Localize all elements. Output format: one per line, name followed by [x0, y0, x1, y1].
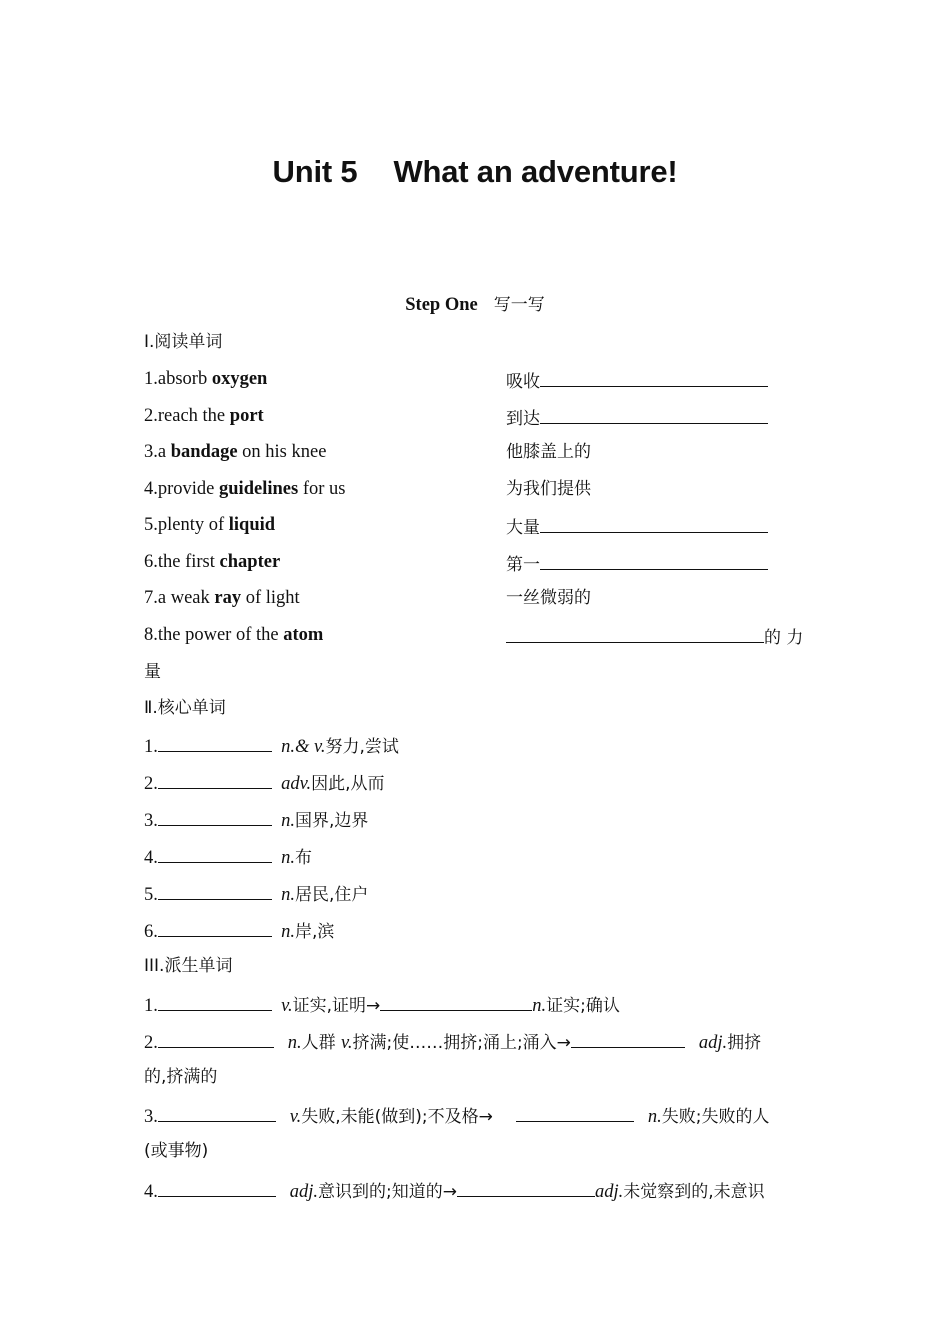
reading-item-7: 7.a weak ray of light — [144, 588, 300, 608]
answer-blank[interactable] — [158, 842, 272, 863]
reading-answer-8-wrap: 量 — [144, 662, 161, 682]
answer-blank[interactable] — [158, 805, 272, 826]
core-item-1: 1. n.& v.努力,尝试 — [144, 731, 399, 760]
reading-item-8: 8.the power of the atom — [144, 625, 324, 645]
core-item-6: 6. n.岸,滨 — [144, 916, 334, 945]
derived-item-2: 2. n.人群 v.挤满;使……拥挤;涌上;涌入→ adj.拥挤 — [144, 1027, 761, 1056]
step-en: Step One — [405, 295, 478, 315]
derived-item-3: 3. v.失败,未能(做到);不及格→ n.失败;失败的人 — [144, 1101, 769, 1130]
section-core-heading: Ⅱ.核心单词 — [144, 698, 226, 718]
reading-item-2: 2.reach the port — [144, 406, 264, 426]
reading-item-5: 5.plenty of liquid — [144, 515, 276, 535]
reading-answer-7: 一丝微弱的 — [506, 588, 591, 608]
core-item-3: 3. n.国界,边界 — [144, 805, 368, 834]
core-item-4: 4. n.布 — [144, 842, 312, 871]
answer-blank[interactable] — [540, 366, 768, 387]
answer-blank[interactable] — [158, 879, 272, 900]
section-derived-heading: III.派生单词 — [144, 956, 233, 976]
unit-name: What an adventure! — [393, 154, 678, 189]
reading-item-1: 1.absorb oxygen — [144, 369, 268, 389]
reading-answer-1: 吸收 — [506, 366, 768, 395]
unit-label: Unit 5 — [272, 154, 358, 189]
reading-answer-8: 的 力 — [506, 622, 803, 651]
answer-blank[interactable] — [540, 512, 768, 533]
core-item-2: 2. adv.因此,从而 — [144, 768, 385, 797]
reading-answer-3: 他膝盖上的 — [506, 442, 591, 462]
derived-item-1: 1. v.证实,证明→ n.证实;确认 — [144, 990, 620, 1019]
reading-answer-5: 大量 — [506, 512, 768, 541]
answer-blank[interactable] — [571, 1027, 685, 1048]
answer-blank[interactable] — [158, 1027, 274, 1048]
answer-blank[interactable] — [540, 549, 768, 570]
answer-blank[interactable] — [516, 1101, 634, 1122]
reading-answer-4: 为我们提供 — [506, 479, 591, 499]
answer-blank[interactable] — [540, 403, 768, 424]
answer-blank[interactable] — [158, 1101, 276, 1122]
answer-blank[interactable] — [380, 990, 532, 1011]
answer-blank[interactable] — [457, 1176, 595, 1197]
reading-item-6: 6.the first chapter — [144, 552, 281, 572]
derived-item-2-wrap: 的,挤满的 — [144, 1067, 218, 1087]
reading-item-4: 4.provide guidelines for us — [144, 479, 346, 499]
step-heading — [0, 292, 950, 318]
page-title — [0, 154, 950, 190]
derived-item-4: 4. adj.意识到的;知道的→ adj.未觉察到的,未意识 — [144, 1176, 765, 1205]
answer-blank[interactable] — [158, 1176, 276, 1197]
derived-item-3-wrap: (或事物) — [144, 1141, 209, 1161]
reading-answer-6: 第一 — [506, 549, 768, 578]
section-reading-heading: Ⅰ.阅读单词 — [144, 332, 223, 352]
reading-answer-2: 到达 — [506, 403, 768, 432]
answer-blank[interactable] — [158, 916, 272, 937]
step-cn: 写一写 — [493, 295, 545, 315]
core-item-5: 5. n.居民,住户 — [144, 879, 368, 908]
answer-blank[interactable] — [158, 768, 272, 789]
answer-blank[interactable] — [158, 990, 272, 1011]
answer-blank[interactable] — [506, 622, 764, 643]
reading-item-3: 3.a bandage on his knee — [144, 442, 327, 462]
answer-blank[interactable] — [158, 731, 272, 752]
